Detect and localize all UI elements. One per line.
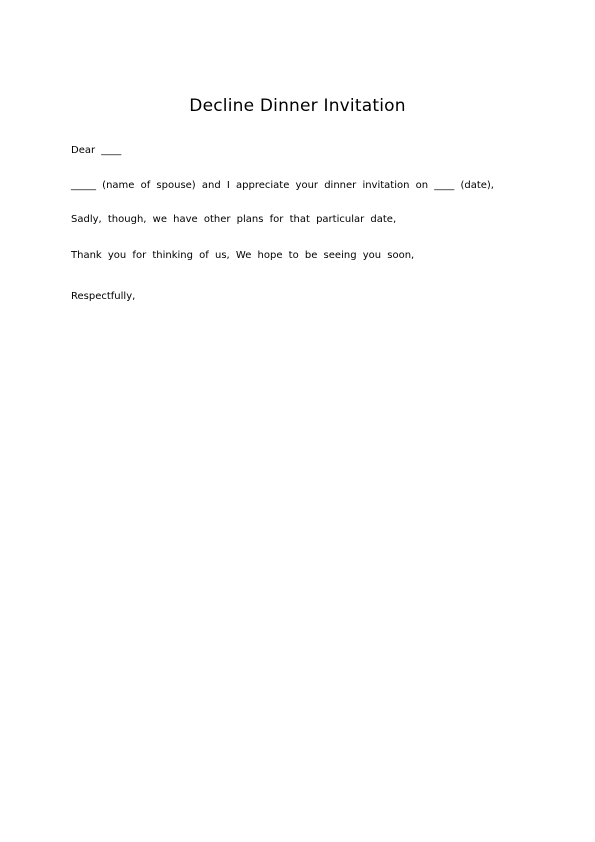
paragraph-appreciation: _____ (name of spouse) and I appreciate your dinner invitation on ____ (date), <box>71 180 494 191</box>
closing: Respectfully, <box>71 291 136 302</box>
salutation: Dear ____ <box>71 145 122 156</box>
paragraph-decline: Sadly, though, we have other plans for that particular date, <box>71 214 397 225</box>
paragraph-thanks: Thank you for thinking of us, We hope to be seeing you soon, <box>71 250 415 261</box>
document-title: Decline Dinner Invitation <box>189 96 406 116</box>
